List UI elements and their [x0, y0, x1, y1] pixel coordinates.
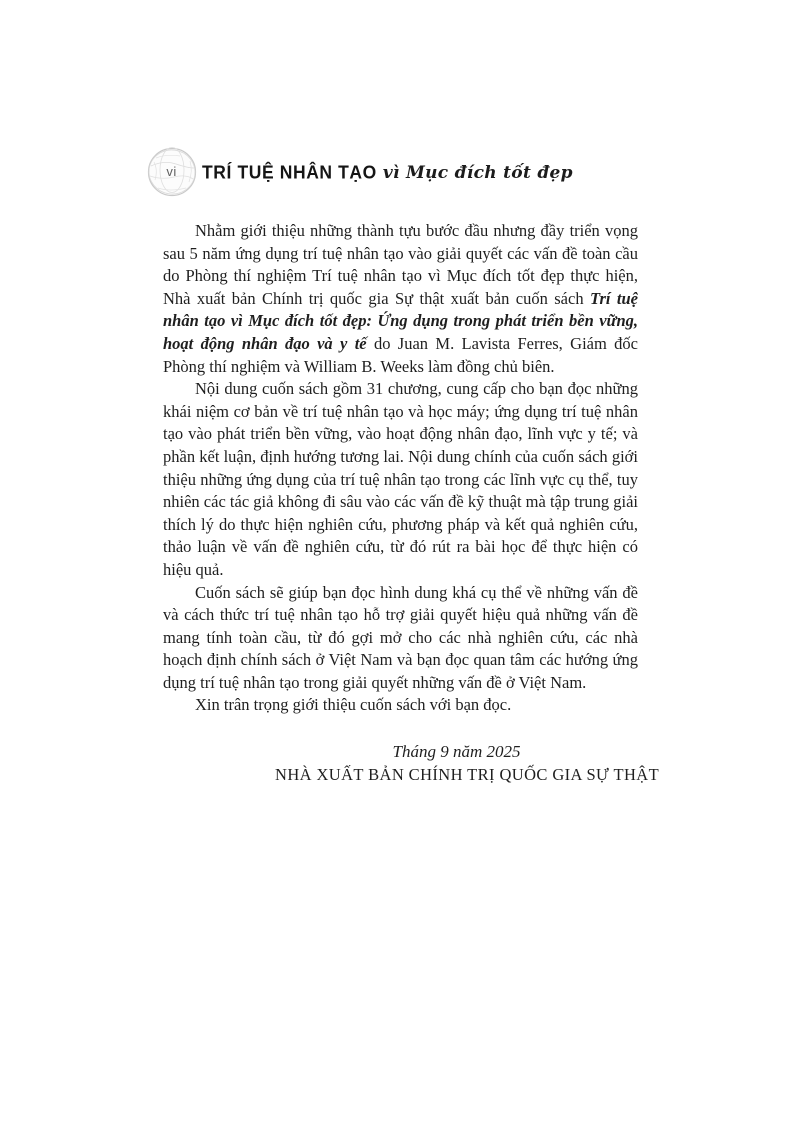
text-segment: Cuốn sách sẽ giúp bạn đọc hình dung khá cụ thể về những vấn đề và cách thức trí tuệ nhân tạo hỗ trợ giải quyết hiệu quả những vấn đề mang tính toàn cầu, từ đó gợi mở cho các nhà nghiên cứu, các nhà hoạch định chính sách ở Việt Nam và bạn đọc quan tâm các hướng ứng dụng trí tuệ nhân tạo trong giải quyết những vấn đề ở Việt Nam.: [163, 582, 638, 692]
text-segment: Nhằm giới thiệu những thành tựu bước đầu nhưng đầy triển vọng sau 5 năm ứng dụng trí tuệ nhân tạo vào giải quyết các vấn đề toàn cầu do Phòng thí nghiệm Trí tuệ nhân tạo vì Mục đích tốt đẹp thực hiện, Nhà xuất bản Chính trị quốc gia Sự thật xuất bản cuốn sách: [163, 221, 638, 308]
text-segment: Trí tuệ nhân tạo vì Mục đích tốt đẹp: Ứng dụng trong phát triển bền vững, hoạt động nhân đạo và y tế: [163, 288, 638, 353]
paragraph: [163, 220, 638, 378]
paragraph: [163, 694, 638, 717]
signature-block: [275, 741, 660, 786]
signature-date: Tháng 9 năm 2025: [392, 742, 521, 762]
page-body: [163, 220, 660, 786]
page-header: [146, 146, 573, 198]
publisher-name: NHÀ XUẤT BẢN CHÍNH TRỊ QUỐC GIA SỰ THẬT: [275, 765, 660, 785]
running-title-sub: vì Mục đích tốt đẹp: [382, 162, 573, 183]
running-title-main: TRÍ TUỆ NHÂN TẠO: [202, 160, 377, 183]
text-segment: Xin trân trọng giới thiệu cuốn sách với bạn đọc.: [195, 695, 512, 715]
paragraph: [163, 582, 638, 695]
text-segment: Nội dung cuốn sách gồm 31 chương, cung cấp cho bạn đọc những khái niệm cơ bản về trí tuệ nhân tạo và học máy; ứng dụng trí tuệ nhân tạo vào phát triển bền vững, vào hoạt động nhân đạo, lĩnh vực y tế; và phần kết luận, định hướng tương lai. Nội dung chính của cuốn sách giới thiệu những ứng dụng của trí tuệ nhân tạo trong các lĩnh vực cụ thể, tuy nhiên các tác giả không đi sâu vào các vấn đề kỹ thuật mà tập trung giải thích lý do thực hiện nghiên cứu, phương pháp và kết quả nghiên cứu, thảo luận về vấn đề nghiên cứu, từ đó rút ra bài học để thực hiện có hiệu quả.: [163, 379, 638, 579]
paragraph: [163, 378, 638, 581]
globe-stamp: [146, 146, 198, 198]
running-title: [202, 162, 573, 183]
page-number: vi: [166, 164, 177, 180]
paragraphs-container: [163, 220, 638, 717]
text-segment: do Juan M. Lavista Ferres, Giám đốc Phòng thí nghiệm và William B. Weeks làm đồng chủ biên.: [163, 333, 638, 376]
